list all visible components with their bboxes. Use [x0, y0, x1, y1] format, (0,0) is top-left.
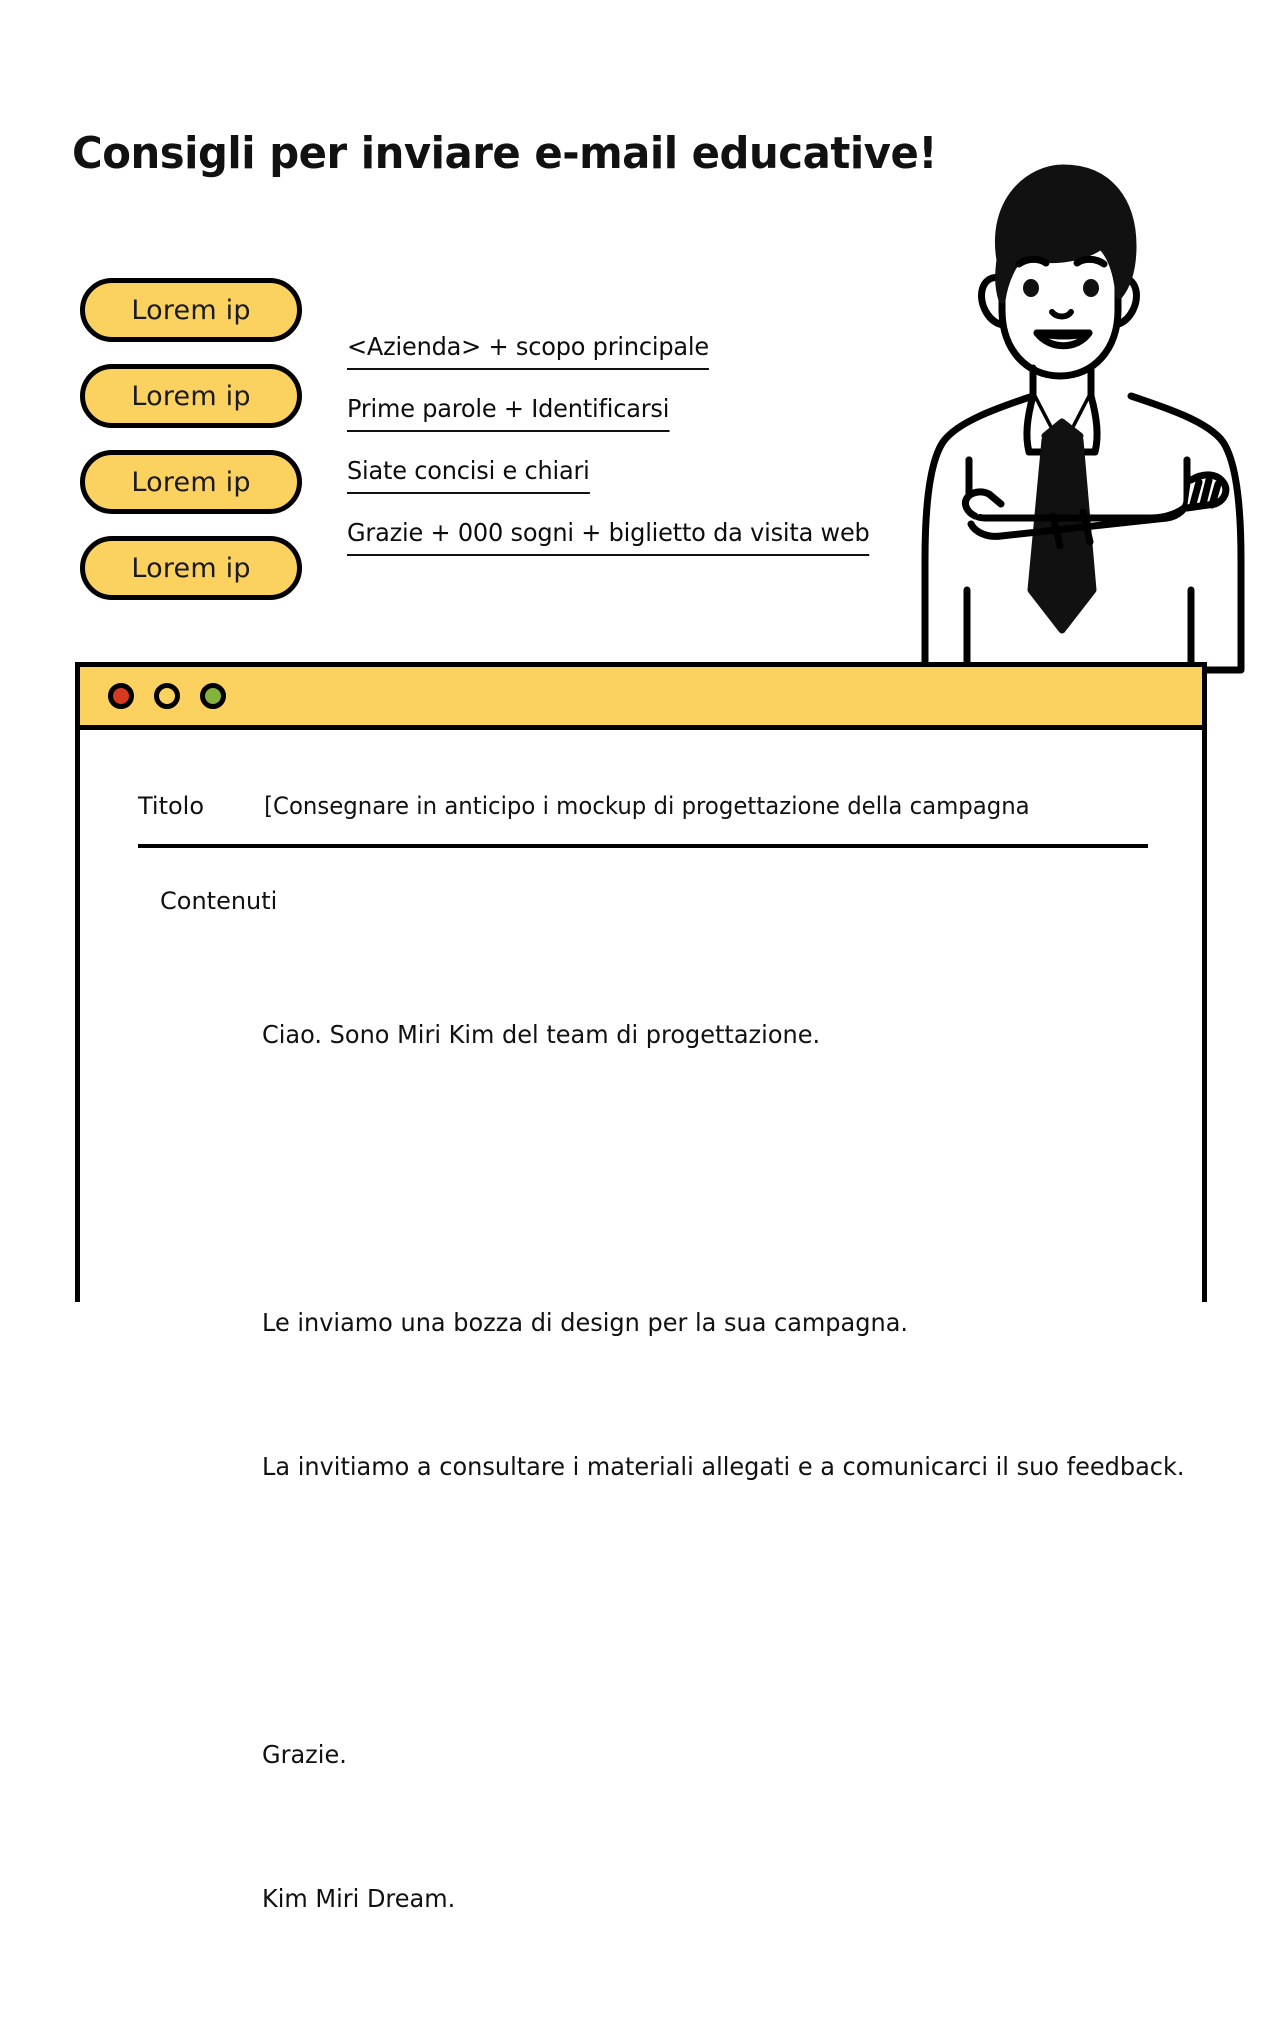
content-line: Grazie. [262, 1740, 347, 1769]
tip-pill[interactable] [80, 450, 302, 514]
content-label: Contenuti [160, 887, 278, 915]
tip-pill[interactable] [80, 278, 302, 342]
content-line-blank [262, 1155, 1155, 1203]
tip-line-list [347, 332, 967, 580]
window-titlebar [80, 667, 1202, 730]
subject-input[interactable]: [Consegnare in anticipo i mockup di progettazione della campagna [264, 792, 1030, 820]
tip-pill-label: Lorem ip [131, 380, 251, 412]
tip-line-row [347, 332, 967, 394]
subject-divider [138, 844, 1148, 848]
close-dot-icon[interactable] [108, 683, 134, 709]
subject-label: Titolo [138, 792, 205, 820]
tip-line-row [347, 456, 967, 518]
tip-pill[interactable] [80, 536, 302, 600]
tip-pill-label: Lorem ip [131, 552, 251, 584]
content-line: Le inviamo una bozza di design per la sua campagna. [262, 1308, 909, 1337]
tip-line-text: Grazie + 000 sogni + biglietto da visita web [347, 518, 870, 556]
maximize-dot-icon[interactable] [200, 683, 226, 709]
tip-line-text: <Azienda> + scopo principale [347, 332, 709, 370]
page-title: Consigli per inviare e-mail educative! [72, 128, 937, 179]
content-line-blank [262, 1587, 1155, 1635]
mail-compose-body [80, 730, 1202, 1913]
content-line: Kim Miri Dream. [262, 1884, 456, 1913]
tip-line-row [347, 394, 967, 456]
tip-line-row [347, 518, 967, 580]
tip-line-text: Prime parole + Identificarsi [347, 394, 669, 432]
tip-pill-label: Lorem ip [131, 466, 251, 498]
content-line: La invitiamo a consultare i materiali allegati e a comunicarci il suo feedback. [262, 1452, 1185, 1481]
tip-pill[interactable] [80, 364, 302, 428]
tip-pill-label: Lorem ip [131, 294, 251, 326]
tip-pill-list [80, 278, 306, 622]
minimize-dot-icon[interactable] [154, 683, 180, 709]
content-line: Ciao. Sono Miri Kim del team di progettazione. [262, 1020, 821, 1049]
content-textarea[interactable] [262, 915, 1185, 2019]
subject-row [138, 792, 1148, 820]
mail-window [75, 662, 1207, 1913]
tip-line-text: Siate concisi e chiari [347, 456, 590, 494]
